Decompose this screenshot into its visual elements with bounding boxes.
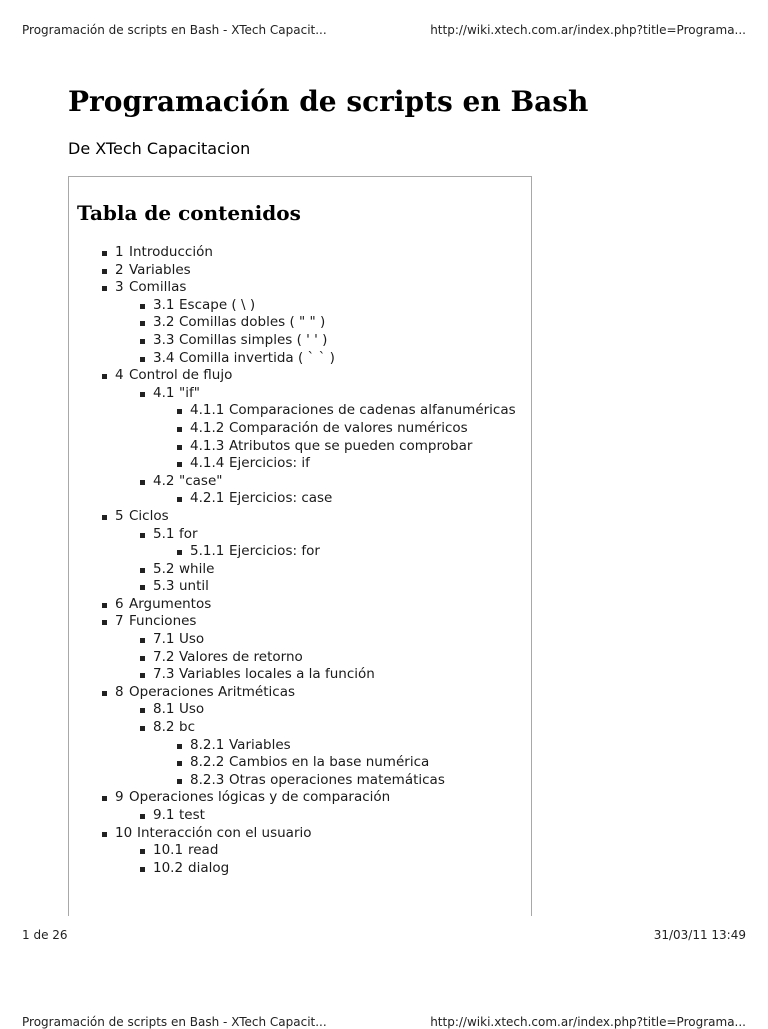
page-title: Programación de scripts en Bash: [68, 85, 589, 118]
toc-item-number[interactable]: 5: [115, 507, 124, 524]
toc-item[interactable]: [69, 350, 531, 368]
toc-item[interactable]: [69, 561, 531, 579]
bullet-icon: [140, 849, 145, 854]
toc-item-text[interactable]: Comparaciones de cadenas alfanuméricas: [229, 402, 516, 419]
next-page-header-url: http://wiki.xtech.com.ar/index.php?title=Programa...: [430, 1015, 746, 1029]
bullet-icon: [177, 427, 182, 432]
toc-item-number[interactable]: 7.3: [153, 666, 175, 683]
toc-item-number[interactable]: 5.1.1: [190, 543, 225, 560]
toc-item[interactable]: [69, 789, 531, 807]
toc-item-number[interactable]: 3.2: [153, 314, 175, 331]
toc-item-text[interactable]: Cambios en la base numérica: [229, 754, 430, 771]
toc-item[interactable]: [69, 367, 531, 385]
toc-item-number[interactable]: 10.1: [153, 842, 184, 859]
toc-item[interactable]: [69, 279, 531, 297]
toc-item-text[interactable]: while: [179, 560, 215, 577]
toc-item-number[interactable]: 3: [115, 279, 124, 296]
toc-item-text[interactable]: bc: [179, 719, 195, 736]
toc-item-text[interactable]: Comillas: [129, 279, 187, 296]
toc-item-text[interactable]: Comillas dobles ( " " ): [179, 314, 326, 331]
toc-item-text[interactable]: "if": [179, 384, 200, 401]
toc-item-text[interactable]: Control de flujo: [129, 367, 233, 384]
toc-item-text[interactable]: Comillas simples ( ' ' ): [179, 331, 328, 348]
toc-item-number[interactable]: 9.1: [153, 807, 175, 823]
site-subtitle: De XTech Capacitacion: [68, 139, 251, 158]
toc-item[interactable]: [69, 772, 531, 790]
toc-item-text[interactable]: Uso: [179, 701, 205, 718]
toc-item-number[interactable]: 5.1: [153, 525, 175, 542]
toc-item-text[interactable]: Operaciones lógicas y de comparación: [129, 789, 391, 806]
toc-item-number[interactable]: 4.1.2: [190, 419, 225, 436]
toc-item[interactable]: [69, 473, 531, 491]
bullet-icon: [102, 691, 107, 696]
bullet-icon: [140, 585, 145, 590]
next-page-header-title: Programación de scripts en Bash - XTech Capacit...: [22, 1015, 327, 1029]
toc-item[interactable]: [69, 666, 531, 684]
toc-item[interactable]: [69, 385, 531, 403]
toc-item-number[interactable]: 4.1.3: [190, 437, 225, 454]
toc-item-text[interactable]: Ejercicios: if: [229, 455, 310, 472]
toc-item[interactable]: [69, 508, 531, 526]
toc-item-text[interactable]: Comilla invertida ( ` ` ): [179, 349, 335, 366]
toc-item-text[interactable]: Variables locales a la función: [179, 666, 375, 683]
toc-item-text[interactable]: Interacción con el usuario: [137, 824, 312, 841]
toc-item-number[interactable]: 2: [115, 261, 124, 278]
toc-item-text[interactable]: Operaciones Aritméticas: [129, 683, 296, 700]
toc-item-number[interactable]: 4: [115, 367, 124, 384]
toc-item[interactable]: [69, 438, 531, 456]
toc-item-text[interactable]: Argumentos: [129, 595, 212, 612]
toc-item-text[interactable]: Ejercicios: for: [229, 543, 320, 560]
toc-item[interactable]: [69, 613, 531, 631]
toc-item-number[interactable]: 5.2: [153, 560, 175, 577]
bullet-icon: [177, 744, 182, 749]
toc-item-number[interactable]: 1: [115, 244, 124, 260]
toc-item[interactable]: [69, 807, 531, 825]
toc-item-number[interactable]: 8.2.3: [190, 771, 225, 788]
toc-item[interactable]: [69, 701, 531, 719]
bullet-icon: [140, 638, 145, 643]
bullet-icon: [102, 832, 107, 837]
bullet-icon: [140, 726, 145, 731]
bullet-icon: [102, 269, 107, 274]
toc-item-number[interactable]: 10.2: [153, 859, 184, 876]
toc-item[interactable]: [69, 526, 531, 544]
toc-item-number[interactable]: 7.1: [153, 631, 175, 648]
toc-item-text[interactable]: Variables: [129, 261, 191, 278]
toc-item-number[interactable]: 4.2.1: [190, 490, 225, 507]
toc-list: [69, 244, 531, 877]
bullet-icon: [140, 656, 145, 661]
toc-item[interactable]: [69, 596, 531, 614]
bullet-icon: [140, 304, 145, 309]
toc-item-text[interactable]: for: [179, 525, 198, 542]
toc-item-number[interactable]: 7: [115, 613, 124, 630]
print-header-url: http://wiki.xtech.com.ar/index.php?title=Programa...: [430, 23, 746, 37]
toc-item-number[interactable]: 4.1.1: [190, 402, 225, 419]
bullet-icon: [102, 620, 107, 625]
bullet-icon: [140, 321, 145, 326]
bullet-icon: [102, 251, 107, 256]
bullet-icon: [140, 357, 145, 362]
toc-item[interactable]: [69, 244, 531, 262]
toc-item[interactable]: [69, 455, 531, 473]
toc-item[interactable]: [69, 543, 531, 561]
toc-item-number[interactable]: 5.3: [153, 578, 175, 595]
toc-item[interactable]: [69, 578, 531, 596]
bullet-icon: [140, 708, 145, 713]
toc-item-number[interactable]: 8.2: [153, 719, 175, 736]
bullet-icon: [140, 339, 145, 344]
toc-item-text[interactable]: Escape ( \ ): [179, 296, 256, 313]
bullet-icon: [177, 761, 182, 766]
toc-item[interactable]: [69, 649, 531, 667]
table-of-contents: [68, 176, 532, 916]
toc-item-text[interactable]: Comparación de valores numéricos: [229, 419, 468, 436]
toc-item-number[interactable]: 4.1: [153, 384, 175, 401]
bullet-icon: [140, 568, 145, 573]
toc-item-text[interactable]: Ciclos: [129, 507, 169, 524]
bullet-icon: [140, 814, 145, 819]
bullet-icon: [140, 480, 145, 485]
toc-item[interactable]: [69, 402, 531, 420]
bullet-icon: [177, 550, 182, 555]
toc-item-text[interactable]: Ejercicios: case: [229, 490, 333, 507]
toc-item-number[interactable]: 7.2: [153, 648, 175, 665]
bullet-icon: [102, 796, 107, 801]
toc-item[interactable]: [69, 631, 531, 649]
bullet-icon: [140, 867, 145, 872]
toc-item-number[interactable]: 8: [115, 683, 124, 700]
toc-item[interactable]: [69, 825, 531, 843]
toc-item-number[interactable]: 8.1: [153, 701, 175, 718]
bullet-icon: [140, 673, 145, 678]
toc-item-number[interactable]: 4.1.4: [190, 455, 225, 472]
bullet-icon: [140, 533, 145, 538]
bullet-icon: [177, 779, 182, 784]
toc-title: Tabla de contenidos: [77, 201, 301, 225]
toc-item[interactable]: [69, 842, 531, 860]
toc-item-number[interactable]: 3.4: [153, 349, 175, 366]
bullet-icon: [102, 603, 107, 608]
toc-item[interactable]: [69, 737, 531, 755]
toc-item-text[interactable]: test: [179, 807, 205, 823]
toc-item[interactable]: [69, 860, 531, 878]
bullet-icon: [177, 445, 182, 450]
toc-item[interactable]: [69, 314, 531, 332]
toc-item-number[interactable]: 10: [115, 824, 133, 841]
toc-item[interactable]: [69, 719, 531, 737]
toc-item-number[interactable]: 4.2: [153, 472, 175, 489]
toc-item-number[interactable]: 3.3: [153, 331, 175, 348]
toc-item-text[interactable]: Otras operaciones matemáticas: [229, 771, 445, 788]
toc-item-number[interactable]: 3.1: [153, 296, 175, 313]
toc-item-text[interactable]: read: [188, 842, 219, 859]
toc-item-text[interactable]: "case": [179, 472, 223, 489]
print-timestamp: 31/03/11 13:49: [653, 928, 746, 942]
toc-item-text[interactable]: until: [179, 578, 209, 595]
toc-item[interactable]: [69, 420, 531, 438]
print-header-title: Programación de scripts en Bash - XTech Capacit...: [22, 23, 327, 37]
toc-item-number[interactable]: 9: [115, 789, 124, 806]
bullet-icon: [140, 392, 145, 397]
bullet-icon: [102, 374, 107, 379]
bullet-icon: [102, 515, 107, 520]
bullet-icon: [177, 462, 182, 467]
toc-item-text[interactable]: Valores de retorno: [179, 648, 303, 665]
toc-item[interactable]: [69, 490, 531, 508]
toc-item[interactable]: [69, 262, 531, 280]
toc-item-text[interactable]: dialog: [188, 859, 230, 876]
bullet-icon: [177, 409, 182, 414]
toc-item-number[interactable]: 6: [115, 595, 124, 612]
toc-item-text[interactable]: Uso: [179, 631, 205, 648]
toc-item[interactable]: [69, 332, 531, 350]
toc-item[interactable]: [69, 684, 531, 702]
toc-item-text[interactable]: Introducción: [129, 244, 213, 260]
toc-item-number[interactable]: 8.2.1: [190, 736, 225, 753]
toc-item[interactable]: [69, 754, 531, 772]
toc-item-text[interactable]: Atributos que se pueden comprobar: [229, 437, 473, 454]
bullet-icon: [102, 286, 107, 291]
toc-item-text[interactable]: Variables: [229, 736, 291, 753]
bullet-icon: [177, 497, 182, 502]
toc-item[interactable]: [69, 297, 531, 315]
toc-item-number[interactable]: 8.2.2: [190, 754, 225, 771]
page-count: 1 de 26: [22, 928, 68, 942]
toc-item-text[interactable]: Funciones: [129, 613, 197, 630]
